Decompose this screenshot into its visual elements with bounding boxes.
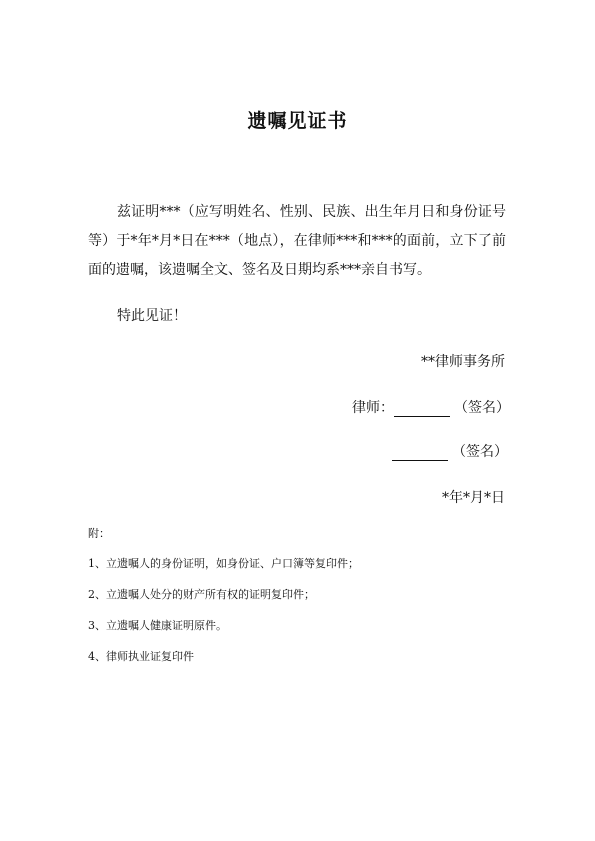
law-firm-name: **律师事务所 — [421, 354, 505, 370]
signature-blank-1 — [394, 401, 450, 417]
testimony-paragraph: 兹证明***（应写明姓名、性别、民族、出生年月日和身份证号等）于*年*月*日在***（地点），在律师***和***的面前，立下了前面的遗嘱，该遗嘱全文、签名及日期均系***亲自书写。 — [88, 204, 506, 278]
signature-blank-2 — [392, 445, 448, 461]
attachment-item: 2、立遗嘱人处分的财产所有权的证明复印件； — [88, 588, 315, 601]
attachment-item: 1、立遗嘱人的身份证明，如身份证、户口簿等复印件； — [88, 557, 359, 570]
attachments-heading: 附： — [88, 527, 110, 540]
signature-note-1: （签名） — [454, 400, 510, 416]
document-date: *年*月*日 — [442, 490, 505, 506]
lawyer-signature-line-2 — [392, 441, 508, 461]
lawyer-signature-line-1 — [352, 397, 510, 417]
document-title: 遗嘱见证书 — [247, 110, 348, 132]
attachments-list — [88, 556, 359, 680]
signature-note-2: （签名） — [452, 444, 508, 460]
lawyer-label: 律师： — [352, 400, 394, 416]
attachment-item: 3、立遗嘱人健康证明原件。 — [88, 619, 227, 632]
certify-line: 特此见证！ — [117, 308, 187, 324]
attachment-item: 4、律师执业证复印件 — [88, 650, 194, 663]
